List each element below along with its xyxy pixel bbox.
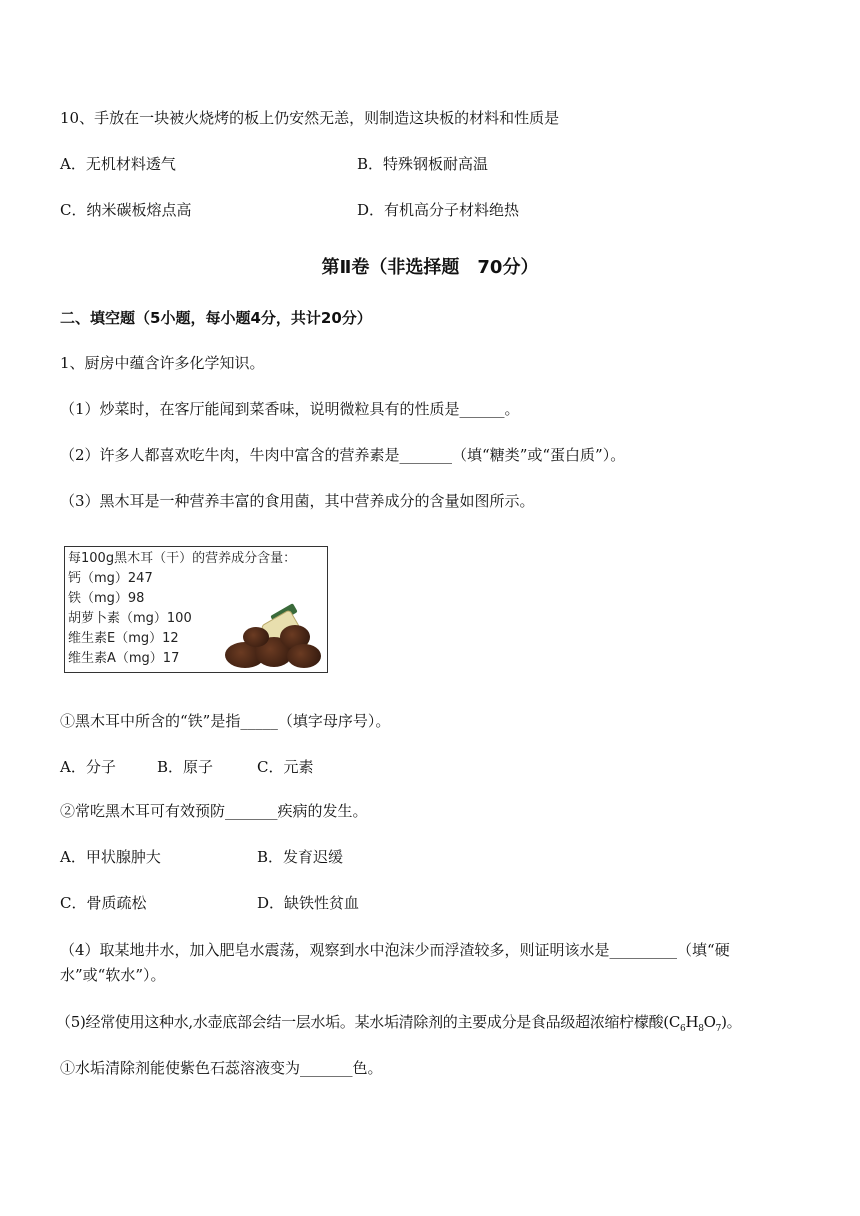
formula-h-subscript: 8 bbox=[698, 1024, 704, 1034]
sub-1-option-c: C．元素 bbox=[257, 758, 314, 776]
sub-1-option-a: A．分子 bbox=[60, 758, 116, 776]
question-1-stem: 1、厨房中蕴含许多化学知识。 bbox=[60, 354, 265, 372]
formula-c: C bbox=[668, 1013, 681, 1031]
formula-o-subscript: 7 bbox=[715, 1024, 722, 1034]
question-10-option-c: C．纳米碳板熔点高 bbox=[60, 201, 192, 219]
formula-h: H bbox=[685, 1013, 699, 1031]
nutrition-row-vitamin-e: 维生素E（mg）12 bbox=[68, 631, 179, 646]
section-title: 第Ⅱ卷（非选择题 70分） bbox=[321, 257, 539, 278]
sub-2-option-d: D．缺铁性贫血 bbox=[257, 894, 360, 912]
nutrition-row-carotene: 胡萝卜素（mg）100 bbox=[68, 611, 192, 626]
question-1-part-4-line-2: 水”或“软水”）。 bbox=[60, 966, 166, 984]
question-1-part-5 bbox=[56, 1012, 741, 1039]
question-10-option-a: A．无机材料透气 bbox=[60, 155, 176, 173]
section-heading: 二、填空题（5小题，每小题4分，共计20分） bbox=[60, 309, 372, 327]
question-1-part-4-line-1: （4）取某地井水，加入肥皂水震荡，观察到水中泡沫少而浮渣较多，则证明该水是_________（填“硬 bbox=[60, 941, 730, 959]
question-1-sub-2: ②常吃黑木耳可有效预防_______疾病的发生。 bbox=[60, 802, 368, 820]
formula-o: O bbox=[703, 1013, 716, 1031]
question-1-sub-1: ①黑木耳中所含的“铁”是指_____（填字母序号）。 bbox=[60, 712, 391, 730]
question-1-part-5-sub-1: ①水垢清除剂能使紫色石蕊溶液变为_______色。 bbox=[60, 1059, 383, 1077]
sub-2-option-a: A．甲状腺肿大 bbox=[60, 848, 161, 866]
formula-c-subscript: 6 bbox=[680, 1024, 686, 1034]
question-1-part-1: （1）炒菜时，在客厅能闻到菜香味，说明微粒具有的性质是______。 bbox=[60, 400, 520, 418]
nutrition-figure-title: 每100g黑木耳（干）的营养成分含量： bbox=[68, 551, 297, 566]
question-1-part-3: （3）黑木耳是一种营养丰富的食用菌，其中营养成分的含量如图所示。 bbox=[60, 492, 535, 510]
nutrition-row-calcium: 钙（mg）247 bbox=[68, 571, 153, 586]
sub-2-option-b: B．发育迟缓 bbox=[257, 848, 344, 866]
sub-2-option-c: C．骨质疏松 bbox=[60, 894, 147, 912]
question-1-part-2: （2）许多人都喜欢吃牛肉，牛肉中富含的营养素是_______（填“糖类”或“蛋白质”）。 bbox=[60, 446, 626, 464]
nutrition-row-iron: 铁（mg）98 bbox=[68, 591, 145, 606]
sub-1-option-b: B．原子 bbox=[157, 758, 214, 776]
question-10-option-b: B．特殊钢板耐高温 bbox=[357, 155, 489, 173]
nutrition-figure bbox=[64, 546, 328, 673]
part-5-end: )。 bbox=[721, 1013, 742, 1031]
question-10-option-d: D．有机高分子材料绝热 bbox=[357, 201, 520, 219]
question-10-stem: 10、手放在一块被火烧烤的板上仍安然无恙，则制造这块板的材料和性质是 bbox=[60, 109, 560, 127]
nutrition-row-vitamin-a: 维生素A（mg）17 bbox=[68, 651, 180, 666]
part-5-text: （5)经常使用这种水,水壶底部会结一层水垢。某水垢清除剂的主要成分是食品级超浓缩柠檬酸( bbox=[56, 1013, 669, 1031]
